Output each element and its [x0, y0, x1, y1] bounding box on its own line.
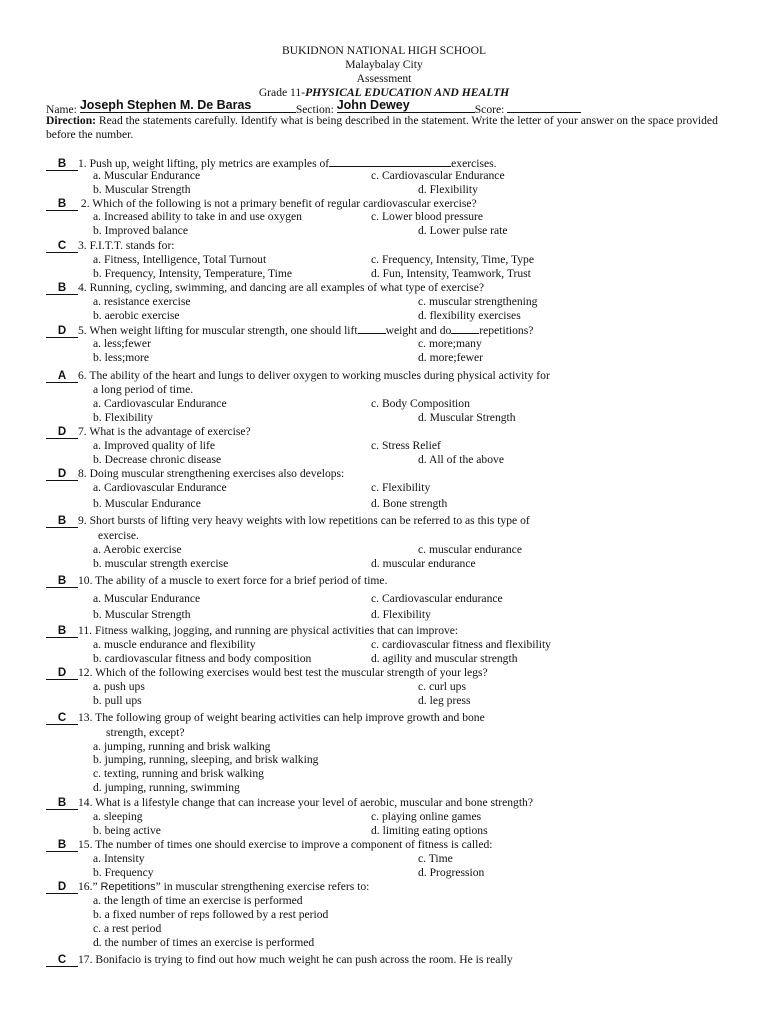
question-text-mid: weight and do — [385, 324, 452, 337]
option-c: c. Cardiovascular endurance — [371, 592, 503, 605]
option-c: c. curl ups — [418, 680, 466, 693]
option-a: a. Increased ability to take in and use oxygen — [93, 210, 302, 223]
name-field[interactable] — [80, 99, 296, 113]
option-c: c. cardiovascular fitness and flexibility — [371, 638, 551, 651]
question-8 — [46, 467, 344, 481]
answer-blank[interactable]: B — [46, 797, 78, 810]
question-text: 13. The following group of weight bearing activities can help improve growth and bone — [78, 711, 485, 724]
option-d: d. flexibility exercises — [418, 309, 521, 322]
question-text: 12. Which of the following exercises would best test the muscular strength of your legs? — [78, 666, 488, 679]
option-b: b. Muscular Strength — [93, 183, 191, 196]
option-d: d. leg press — [418, 694, 471, 707]
option-b: b. Muscular Strength — [93, 608, 191, 621]
question-17 — [46, 953, 513, 967]
fill-blank — [358, 323, 386, 334]
answer-blank[interactable]: B — [46, 282, 78, 295]
option-a: a. Cardiovascular Endurance — [93, 397, 227, 410]
option-b: b. cardiovascular fitness and body composition — [93, 652, 312, 665]
answer-blank[interactable]: D — [46, 468, 78, 481]
name-label: Name: — [46, 103, 77, 116]
option-b: b. Muscular Endurance — [93, 497, 201, 510]
fill-blank — [329, 156, 451, 167]
option-a: a. Fitness, Intelligence, Total Turnout — [93, 253, 267, 266]
option-a: a. Intensity — [93, 852, 145, 865]
option-b: b. jumping, running, sleeping, and brisk walking — [93, 753, 319, 766]
option-d: d. Muscular Strength — [418, 411, 516, 424]
option-a: a. less;fewer — [93, 337, 151, 350]
question-6 — [46, 369, 550, 383]
answer-blank[interactable]: B — [46, 158, 78, 171]
question-text-end: ” in muscular strengthening exercise refers to: — [155, 880, 370, 893]
question-text: 11. Fitness walking, jogging, and running are physical activities that can improve: — [78, 624, 459, 637]
grade-prefix: Grade 11- — [258, 86, 306, 99]
option-b: b. less;more — [93, 351, 150, 364]
question-11 — [46, 624, 458, 638]
question-14 — [46, 796, 533, 810]
option-b: b. aerobic exercise — [93, 309, 180, 322]
option-d: d. Bone strength — [371, 497, 448, 510]
question-text-cont: exercise. — [98, 529, 139, 542]
option-c: c. muscular strengthening — [418, 295, 538, 308]
answer-blank[interactable]: B — [46, 575, 78, 588]
option-b: b. pull ups — [93, 694, 142, 707]
question-text: 2. Which of the following is not a primary benefit of regular cardiovascular exercise? — [78, 197, 477, 210]
answer-blank[interactable]: C — [46, 240, 78, 253]
option-a: a. Aerobic exercise — [93, 543, 182, 556]
option-d: d. agility and muscular strength — [371, 652, 518, 665]
question-13 — [46, 711, 485, 725]
option-d: d. Fun, Intensity, Teamwork, Trust — [371, 267, 531, 280]
option-a: a. Muscular Endurance — [93, 592, 201, 605]
question-text: 16.” — [78, 880, 101, 893]
option-d: d. limiting eating options — [371, 824, 488, 837]
answer-blank[interactable]: B — [46, 839, 78, 852]
question-term: Repetitions — [100, 881, 156, 893]
answer-blank[interactable]: C — [46, 954, 78, 967]
subject: PHYSICAL EDUCATION AND HEALTH — [305, 86, 510, 99]
question-text: 8. Doing muscular strengthening exercises also develops: — [78, 467, 345, 480]
answer-blank[interactable]: A — [46, 370, 78, 383]
option-c: c. muscular endurance — [418, 543, 522, 556]
section-field[interactable] — [337, 99, 475, 113]
question-text: 6. The ability of the heart and lungs to deliver oxygen to working muscles during physical activity for — [78, 369, 550, 382]
option-a: a. Improved quality of life — [93, 439, 216, 452]
question-2 — [46, 197, 477, 211]
answer-blank[interactable]: B — [46, 515, 78, 528]
answer-blank[interactable]: D — [46, 881, 78, 894]
option-b: b. Frequency — [93, 866, 154, 879]
option-d: d. All of the above — [418, 453, 504, 466]
answer-blank[interactable]: C — [46, 712, 78, 725]
question-text-cont: strength, except? — [106, 726, 185, 739]
question-text: 17. Bonifacio is trying to find out how much weight he can push across the room. He is really — [78, 953, 513, 966]
question-10 — [46, 574, 387, 588]
answer-blank[interactable]: D — [46, 426, 78, 439]
question-15 — [46, 838, 492, 852]
option-b: b. a fixed number of reps followed by a rest period — [93, 908, 329, 921]
option-c: c. Stress Relief — [371, 439, 441, 452]
option-c: c. Time — [418, 852, 453, 865]
option-c: c. texting, running and brisk walking — [93, 767, 264, 780]
question-text: 10. The ability of a muscle to exert force for a brief period of time. — [78, 574, 388, 587]
option-a: a. sleeping — [93, 810, 143, 823]
option-c: c. a rest period — [93, 922, 162, 935]
option-d: d. Flexibility — [418, 183, 478, 196]
answer-blank[interactable]: B — [46, 625, 78, 638]
option-b: b. Flexibility — [93, 411, 153, 424]
option-c: c. Flexibility — [371, 481, 431, 494]
section-label: Section: — [295, 103, 334, 116]
option-d: d. more;fewer — [418, 351, 484, 364]
option-c: c. playing online games — [371, 810, 482, 823]
option-d: d. jumping, running, swimming — [93, 781, 240, 794]
question-text-end: repetitions? — [479, 324, 534, 337]
question-text: 14. What is a lifestyle change that can increase your level of aerobic, muscular and bone strength? — [78, 796, 533, 809]
question-text-cont: a long period of time. — [93, 383, 194, 396]
answer-blank[interactable]: D — [46, 667, 78, 680]
option-c: c. more;many — [418, 337, 482, 350]
question-3 — [46, 239, 175, 253]
question-5 — [46, 323, 533, 338]
direction-label: Direction: — [46, 114, 97, 127]
option-d: d. Lower pulse rate — [418, 224, 508, 237]
question-text: 1. Push up, weight lifting, ply metrics are examples of — [78, 157, 330, 170]
option-b: b. Frequency, Intensity, Temperature, Time — [93, 267, 293, 280]
question-4 — [46, 281, 484, 295]
doc-type: Assessment — [356, 72, 412, 85]
fill-blank — [451, 323, 479, 334]
school-name: BUKIDNON NATIONAL HIGH SCHOOL — [281, 44, 487, 57]
option-c: c. Lower blood pressure — [371, 210, 484, 223]
section-value: John Dewey — [336, 98, 410, 112]
option-c: c. Body Composition — [371, 397, 470, 410]
option-a: a. push ups — [93, 680, 145, 693]
option-c: c. Frequency, Intensity, Time, Type — [371, 253, 534, 266]
option-a: a. jumping, running and brisk walking — [93, 740, 271, 753]
directions — [46, 114, 726, 141]
question-12 — [46, 666, 488, 680]
option-b: b. Improved balance — [93, 224, 188, 237]
question-16 — [46, 880, 369, 894]
question-text: 15. The number of times one should exercise to improve a component of fitness is called: — [78, 838, 493, 851]
question-text: 9. Short bursts of lifting very heavy weights with low repetitions can be referred to as this type of — [78, 514, 530, 527]
option-b: b. muscular strength exercise — [93, 557, 229, 570]
option-c: c. Cardiovascular Endurance — [371, 169, 505, 182]
option-d: d. Flexibility — [371, 608, 431, 621]
option-d: d. muscular endurance — [371, 557, 476, 570]
option-b: b. Decrease chronic disease — [93, 453, 222, 466]
question-text: 5. When weight lifting for muscular strength, one should lift — [78, 324, 358, 337]
question-text: 3. F.I.T.T. stands for: — [78, 239, 175, 252]
name-value: Joseph Stephen M. De Baras — [79, 98, 252, 112]
option-a: a. Cardiovascular Endurance — [93, 481, 227, 494]
question-text: 4. Running, cycling, swimming, and dancing are all examples of what type of exercise? — [78, 281, 484, 294]
question-7 — [46, 425, 251, 439]
answer-blank[interactable]: B — [46, 198, 78, 211]
option-a: a. resistance exercise — [93, 295, 191, 308]
option-b: b. being active — [93, 824, 161, 837]
question-text-end: exercises. — [451, 157, 497, 170]
direction-text: Read the statements carefully. Identify what is being described in the statement. Write the letter of your answer on the space provided before the number. — [46, 114, 718, 141]
option-d: d. the number of times an exercise is performed — [93, 936, 315, 949]
option-a: a. the length of time an exercise is performed — [93, 894, 303, 907]
score-field[interactable] — [507, 99, 581, 113]
option-d: d. Progression — [418, 866, 485, 879]
question-9 — [46, 514, 530, 528]
option-a: a. Muscular Endurance — [93, 169, 201, 182]
score-label: Score: — [474, 103, 505, 116]
answer-blank[interactable]: D — [46, 325, 78, 338]
question-text: 7. What is the advantage of exercise? — [78, 425, 251, 438]
option-a: a. muscle endurance and flexibility — [93, 638, 256, 651]
city: Malaybalay City — [345, 58, 423, 71]
